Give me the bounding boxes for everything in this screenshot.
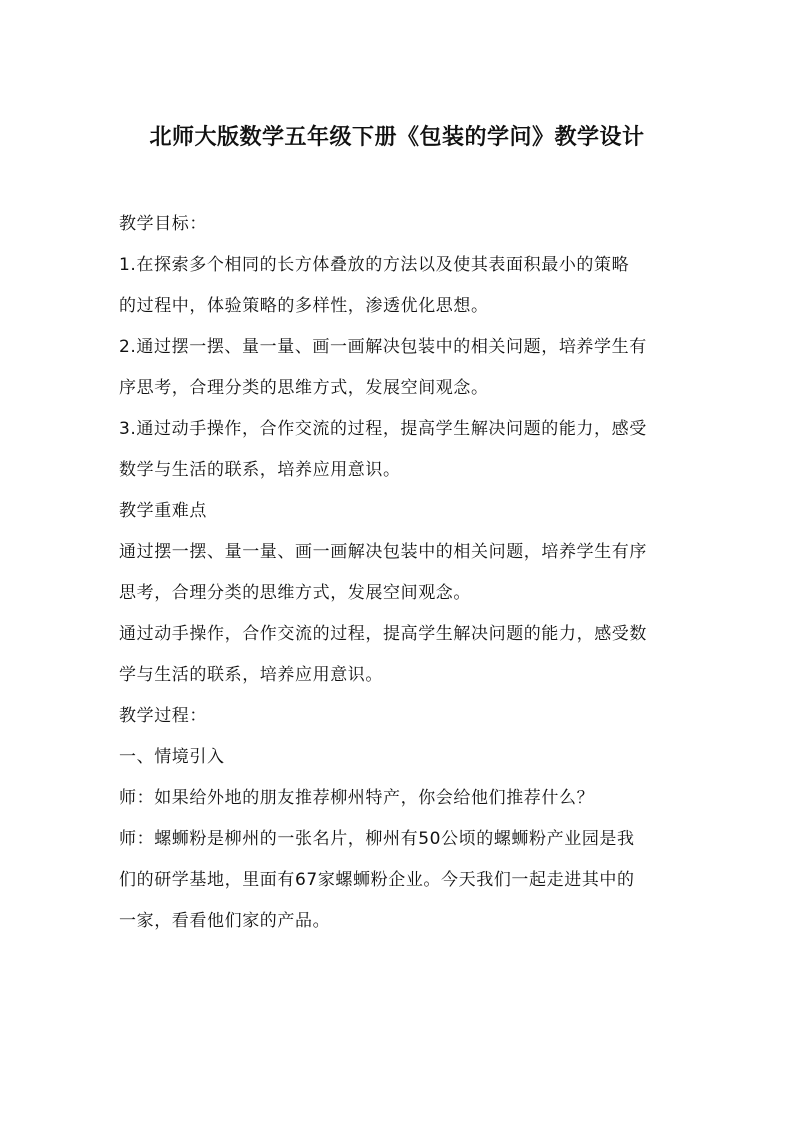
key-point-2-line-2: 学与生活的联系，培养应用意识。 xyxy=(119,665,383,685)
section-heading-process: 教学过程： xyxy=(119,706,207,726)
document-body xyxy=(119,204,679,942)
key-point-1-line-2: 思考，合理分类的思维方式，发展空间观念。 xyxy=(119,583,471,603)
objective-3-line-2: 数学与生活的联系，培养应用意识。 xyxy=(119,460,401,480)
teacher-line-2-part-1: 师：螺蛳粉是柳州的一张名片，柳州有50公顷的螺蛳粉产业园是我 xyxy=(119,829,635,849)
section-heading-objectives: 教学目标： xyxy=(119,214,207,234)
document-title: 北师大版数学五年级下册《包装的学问》教学设计 xyxy=(149,125,645,150)
objective-3-line-1: 3.通过动手操作，合作交流的过程，提高学生解决问题的能力，感受 xyxy=(119,419,647,439)
objective-1-line-2: 的过程中，体验策略的多样性，渗透优化思想。 xyxy=(119,296,489,316)
objective-2-line-1: 2.通过摆一摆、量一量、画一画解决包装中的相关问题，培养学生有 xyxy=(119,337,647,357)
teacher-line-2-part-3: 一家，看看他们家的产品。 xyxy=(119,911,331,931)
section-heading-key-points: 教学重难点 xyxy=(119,501,207,521)
subsection-heading-intro: 一、情境引入 xyxy=(119,747,225,767)
objective-2-line-2: 序思考，合理分类的思维方式，发展空间观念。 xyxy=(119,378,489,398)
key-point-1-line-1: 通过摆一摆、量一量、画一画解决包装中的相关问题，培养学生有序 xyxy=(119,542,647,562)
objective-1-line-1: 1.在探索多个相同的长方体叠放的方法以及使其表面积最小的策略 xyxy=(119,255,630,275)
teacher-line-2-part-2: 们的研学基地，里面有67家螺蛳粉企业。今天我们一起走进其中的 xyxy=(119,870,635,890)
teacher-line-1: 师：如果给外地的朋友推荐柳州特产，你会给他们推荐什么？ xyxy=(119,788,595,808)
key-point-2-line-1: 通过动手操作，合作交流的过程，提高学生解决问题的能力，感受数 xyxy=(119,624,647,644)
